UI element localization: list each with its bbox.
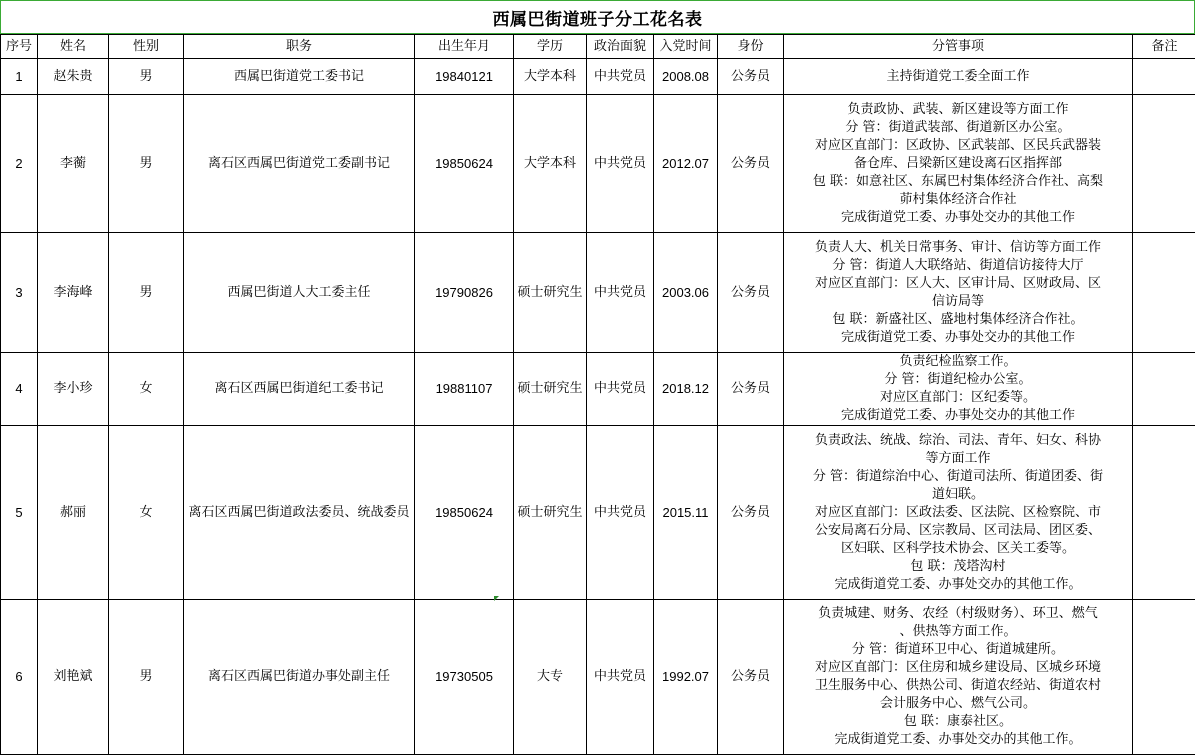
cell-birth[interactable]: 19850624 xyxy=(415,426,514,600)
header-name[interactable]: 姓名 xyxy=(38,35,109,59)
header-education[interactable]: 学历 xyxy=(514,35,587,59)
cell-seq[interactable]: 2 xyxy=(1,95,38,233)
duty-line: 等方面工作 xyxy=(786,450,1130,468)
cell-gender[interactable]: 男 xyxy=(109,233,184,353)
duty-line: 备仓库、吕梁新区建设离石区指挥部 xyxy=(786,155,1130,173)
cell-politics[interactable]: 中共党员 xyxy=(587,95,654,233)
cell-gender[interactable]: 男 xyxy=(109,95,184,233)
duty-line: 对应区直部门：区人大、区审计局、区财政局、区 xyxy=(786,275,1130,293)
duty-line: 包 联：新盛社区、盛地村集体经济合作社。 xyxy=(786,311,1130,329)
duty-line: 完成街道党工委、办事处交办的其他工作。 xyxy=(786,576,1130,594)
cell-identity[interactable]: 公务员 xyxy=(718,59,784,95)
cell-gender[interactable]: 男 xyxy=(109,600,184,755)
cell-duties[interactable] xyxy=(784,95,1133,233)
duty-line: 、供热等方面工作。 xyxy=(786,623,1130,641)
cell-remark[interactable] xyxy=(1133,353,1195,426)
table-row xyxy=(1,233,1195,353)
duty-line: 负责人大、机关日常事务、审计、信访等方面工作 xyxy=(786,239,1130,257)
header-duties[interactable]: 分管事项 xyxy=(784,35,1133,59)
duty-line: 信访局等 xyxy=(786,293,1130,311)
duty-line: 分 管：街道综治中心、街道司法所、街道团委、街 xyxy=(786,468,1130,486)
roster-table xyxy=(0,34,1195,755)
cell-position[interactable]: 离石区西属巴街道政法委员、统战委员 xyxy=(184,426,415,600)
duty-line: 对应区直部门：区政法委、区法院、区检察院、市 xyxy=(786,504,1130,522)
cell-name[interactable]: 李蘅 xyxy=(38,95,109,233)
duty-line: 负责政法、统战、综治、司法、青年、妇女、科协 xyxy=(786,432,1130,450)
table-row xyxy=(1,353,1195,426)
duty-line: 茆村集体经济合作社 xyxy=(786,191,1130,209)
cell-join[interactable]: 2003.06 xyxy=(654,233,718,353)
duty-line: 分 管：街道环卫中心、街道城建所。 xyxy=(786,641,1130,659)
cell-politics[interactable]: 中共党员 xyxy=(587,600,654,755)
cell-name[interactable]: 李海峰 xyxy=(38,233,109,353)
cell-position[interactable]: 西属巴街道人大工委主任 xyxy=(184,233,415,353)
cell-remark[interactable] xyxy=(1133,95,1195,233)
cell-join[interactable]: 2015.11 xyxy=(654,426,718,600)
header-gender[interactable]: 性别 xyxy=(109,35,184,59)
table-row xyxy=(1,426,1195,600)
cell-birth[interactable]: 19881107 xyxy=(415,353,514,426)
duty-line: 负责城建、财务、农经（村级财务）、环卫、燃气 xyxy=(786,605,1130,623)
cell-duties[interactable] xyxy=(784,600,1133,755)
cell-name[interactable]: 郝丽 xyxy=(38,426,109,600)
duty-line: 完成街道党工委、办事处交办的其他工作 xyxy=(786,329,1130,347)
cell-birth[interactable]: 19790826 xyxy=(415,233,514,353)
cell-join[interactable]: 2018.12 xyxy=(654,353,718,426)
duty-line: 分 管：街道武装部、街道新区办公室。 xyxy=(786,119,1130,137)
cell-seq[interactable]: 4 xyxy=(1,353,38,426)
cell-identity[interactable]: 公务员 xyxy=(718,353,784,426)
cell-duties[interactable] xyxy=(784,59,1133,95)
cell-education[interactable]: 大学本科 xyxy=(514,59,587,95)
cell-join[interactable]: 1992.07 xyxy=(654,600,718,755)
duty-line: 分 管：街道人大联络站、街道信访接待大厅 xyxy=(786,257,1130,275)
header-remark[interactable]: 备注 xyxy=(1133,35,1195,59)
duty-line: 完成街道党工委、办事处交办的其他工作 xyxy=(786,209,1130,227)
cell-join[interactable]: 2008.08 xyxy=(654,59,718,95)
header-identity[interactable]: 身份 xyxy=(718,35,784,59)
cell-duties[interactable] xyxy=(784,353,1133,426)
header-birth[interactable]: 出生年月 xyxy=(415,35,514,59)
cell-position[interactable]: 西属巴街道党工委书记 xyxy=(184,59,415,95)
sheet-title[interactable]: 西属巴街道班子分工花名表 xyxy=(0,0,1195,34)
duty-line: 会计服务中心、燃气公司。 xyxy=(786,695,1130,713)
header-politics[interactable]: 政治面貌 xyxy=(587,35,654,59)
cell-remark[interactable] xyxy=(1133,600,1195,755)
cell-seq[interactable]: 1 xyxy=(1,59,38,95)
header-position[interactable]: 职务 xyxy=(184,35,415,59)
table-row xyxy=(1,600,1195,755)
cell-position[interactable]: 离石区西属巴街道党工委副书记 xyxy=(184,95,415,233)
cell-gender[interactable]: 男 xyxy=(109,59,184,95)
cell-education[interactable]: 大学本科 xyxy=(514,95,587,233)
table-row xyxy=(1,95,1195,233)
duty-line: 包 联：茂塔沟村 xyxy=(786,558,1130,576)
cell-birth[interactable]: 19730505 xyxy=(415,600,514,755)
duty-line: 卫生服务中心、供热公司、街道农经站、街道农村 xyxy=(786,677,1130,695)
cell-identity[interactable]: 公务员 xyxy=(718,95,784,233)
cell-birth[interactable]: 19850624 xyxy=(415,95,514,233)
cell-marker xyxy=(494,596,499,601)
header-row xyxy=(1,35,1195,59)
cell-politics[interactable]: 中共党员 xyxy=(587,59,654,95)
cell-position[interactable]: 离石区西属巴街道办事处副主任 xyxy=(184,600,415,755)
cell-education[interactable]: 硕士研究生 xyxy=(514,426,587,600)
cell-remark[interactable] xyxy=(1133,59,1195,95)
duty-line: 完成街道党工委、办事处交办的其他工作。 xyxy=(786,731,1130,749)
cell-gender[interactable]: 女 xyxy=(109,426,184,600)
cell-education[interactable]: 硕士研究生 xyxy=(514,353,587,426)
duty-line: 公安局离石分局、区宗教局、区司法局、团区委、 xyxy=(786,522,1130,540)
cell-name[interactable]: 李小珍 xyxy=(38,353,109,426)
cell-name[interactable]: 赵朱贵 xyxy=(38,59,109,95)
duty-line: 对应区直部门：区纪委等。 xyxy=(786,389,1130,407)
cell-birth[interactable]: 19840121 xyxy=(415,59,514,95)
cell-politics[interactable]: 中共党员 xyxy=(587,233,654,353)
duty-line: 包 联：康泰社区。 xyxy=(786,713,1130,731)
cell-seq[interactable]: 5 xyxy=(1,426,38,600)
duty-line: 分 管：街道纪检办公室。 xyxy=(786,371,1130,389)
duty-line: 负责政协、武装、新区建设等方面工作 xyxy=(786,101,1130,119)
duty-line: 对应区直部门：区政协、区武装部、区民兵武器装 xyxy=(786,137,1130,155)
cell-seq[interactable]: 3 xyxy=(1,233,38,353)
duty-line: 主持街道党工委全面工作 xyxy=(786,68,1130,86)
cell-identity[interactable]: 公务员 xyxy=(718,600,784,755)
cell-position[interactable]: 离石区西属巴街道纪工委书记 xyxy=(184,353,415,426)
cell-politics[interactable]: 中共党员 xyxy=(587,353,654,426)
cell-education[interactable]: 硕士研究生 xyxy=(514,233,587,353)
cell-politics[interactable]: 中共党员 xyxy=(587,426,654,600)
cell-remark[interactable] xyxy=(1133,426,1195,600)
duty-line: 对应区直部门：区住房和城乡建设局、区城乡环境 xyxy=(786,659,1130,677)
cell-identity[interactable]: 公务员 xyxy=(718,426,784,600)
duty-line: 负责纪检监察工作。 xyxy=(786,353,1130,371)
cell-duties[interactable] xyxy=(784,426,1133,600)
cell-identity[interactable]: 公务员 xyxy=(718,233,784,353)
cell-remark[interactable] xyxy=(1133,233,1195,353)
duty-line: 区妇联、区科学技术协会、区关工委等。 xyxy=(786,540,1130,558)
header-seq[interactable]: 序号 xyxy=(1,35,38,59)
cell-gender[interactable]: 女 xyxy=(109,353,184,426)
duty-line: 完成街道党工委、办事处交办的其他工作 xyxy=(786,407,1130,425)
cell-seq[interactable]: 6 xyxy=(1,600,38,755)
duty-line: 道妇联。 xyxy=(786,486,1130,504)
header-join[interactable]: 入党时间 xyxy=(654,35,718,59)
cell-join[interactable]: 2012.07 xyxy=(654,95,718,233)
table-row xyxy=(1,59,1195,95)
cell-education[interactable]: 大专 xyxy=(514,600,587,755)
cell-duties[interactable] xyxy=(784,233,1133,353)
duty-line: 包 联：如意社区、东属巴村集体经济合作社、高梨 xyxy=(786,173,1130,191)
cell-name[interactable]: 刘艳斌 xyxy=(38,600,109,755)
